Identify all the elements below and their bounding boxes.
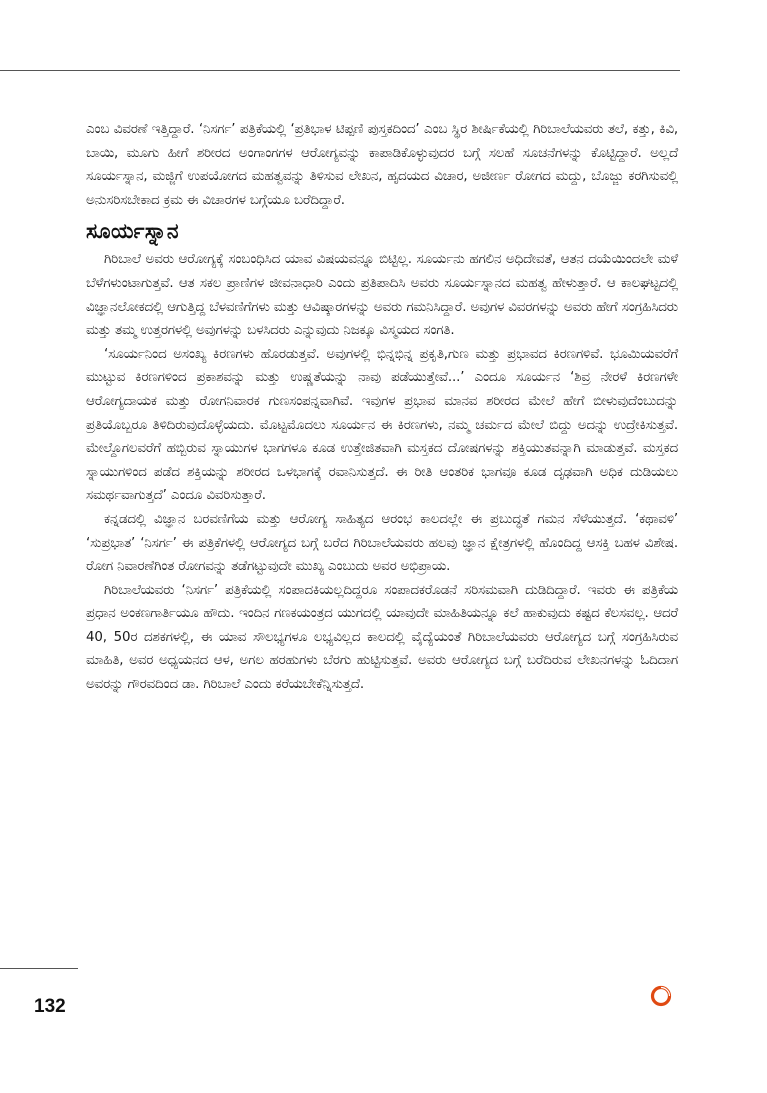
paragraph-2: ‘ಸೂರ್ಯನಿಂದ ಅಸಂಖ್ಯ ಕಿರಣಗಳು ಹೊರಡುತ್ತವೆ. ಅವುಗಳಲ್ಲಿ ಭಿನ್ನಭಿನ್ನ ಪ್ರಕೃತಿ,ಗುಣ ಮತ್ತು ಪ್ರಭಾವದ ಕಿರಣಗಳಿವೆ. ಭೂಮಿಯವರೆಗೆ ಮುಟ್ಟುವ ಕಿರಣಗಳಿಂದ ಪ್ರಕಾಶವನ್ನು ಮತ್ತು ಉಷ್ಣತೆಯನ್ನು ನಾವು ಪಡೆಯುತ್ತೇವೆ...’ ಎಂದೂ ಸೂರ್ಯನ ‘ಶಿವ್ರ ನೇರಳೆ ಕಿರಣಗಳೇ ಆರೋಗ್ಯದಾಯಕ ಮತ್ತು ರೋಗನಿವಾರಕ ಗುಣಸಂಪನ್ನವಾಗಿವೆ. ಇವುಗಳ ಪ್ರಭಾವ ಮಾನವ ಶರೀರದ ಮೇಲೆ ಹೇಗೆ ಬೀಳುವುದೆಂಬುದನ್ನು ಪ್ರತಿಯೊಬ್ಬರೂ ತಿಳಿದಿರುವುದೊಳ್ಳೆಯದು. ಮೊಟ್ಟಮೊದಲು ಸೂರ್ಯನ ಈ ಕಿರಣಗಳು, ನಮ್ಮ ಚರ್ಮದ ಮೇಲೆ ಬಿದ್ದು ಅದನ್ನು ಉದ್ರೇಕಿಸುತ್ತವೆ. ಮೇಲ್ದೊಗಲವರೆಗೆ ಹಬ್ಬಿರುವ ಸ್ನಾಯುಗಳ ಭಾಗಗಳೂ ಕೂಡ ಉತ್ತೇಜಿತವಾಗಿ ಮಸ್ತಕದ ದೋಷಗಳನ್ನು ಶಕ್ತಿಯುತವನ್ನಾಗಿ ಮಾಡುತ್ತವೆ. ಮಸ್ತಕದ ಸ್ನಾಯುಗಳಿಂದ ಪಡೆದ ಶಕ್ತಿಯನ್ನು ಶರೀರದ ಒಳಭಾಗಕ್ಕೆ ರವಾನಿಸುತ್ತದೆ. ಈ ರೀತಿ ಆಂತರಿಕ ಭಾಗವೂ ಕೂಡ ದೃಢವಾಗಿ ಅಧಿಕ ದುಡಿಯಲು ಸಮರ್ಥವಾಗುತ್ತದೆ’ ಎಂದೂ ವಿವರಿಸುತ್ತಾರೆ.	[86, 346, 678, 504]
section-heading: ಸೂರ್ಯಸ್ನಾನ	[86, 219, 179, 244]
ring-ornament-icon	[650, 985, 672, 1007]
page-number: 132	[34, 996, 66, 1017]
paragraph-1: ಗಿರಿಬಾಲೆ ಅವರು ಆರೋಗ್ಯಕ್ಕೆ ಸಂಬಂಧಿಸಿದ ಯಾವ ವಿಷಯವನ್ನೂ ಬಿಟ್ಟಿಲ್ಲ. ಸೂರ್ಯನು ಹಗಲಿನ ಅಧಿದೇವತೆ, ಆತನ ದಯೆಯಿಂದಲೇ ಮಳೆ ಬೆಳೆಗಳುಂಟಾಗುತ್ತವೆ. ಆತ ಸಕಲ ಪ್ರಾಣಿಗಳ ಜೀವನಾಧಾರಿ ಎಂದು ಪ್ರತಿಪಾದಿಸಿ ಅವರು ಸೂರ್ಯಸ್ನಾನದ ಮಹತ್ವ ಹೇಳುತ್ತಾರೆ. ಆ ಕಾಲಘಟ್ಟದಲ್ಲಿ ವಿಜ್ಞಾನಲೋಕದಲ್ಲಿ ಆಗುತ್ತಿದ್ದ ಬೆಳವಣಿಗೆಗಳು ಮತ್ತು ಆವಿಷ್ಕಾರಗಳನ್ನು ಅವರು ಗಮನಿಸಿದ್ದಾರೆ. ಅವುಗಳ ವಿವರಗಳನ್ನು ಅವರು ಹೇಗೆ ಸಂಗ್ರಹಿಸಿದರು ಮತ್ತು ತಮ್ಮ ಉತ್ತರಗಳಲ್ಲಿ ಅವುಗಳನ್ನು ಬಳಸಿದರು ಎನ್ನುವುದು ನಿಜಕ್ಕೂ ವಿಸ್ಮಯದ ಸಂಗತಿ.	[86, 252, 678, 339]
intro-paragraph: ಎಂಬ ವಿವರಣೆ ಇತ್ತಿದ್ದಾರೆ. ‘ನಿಸರ್ಗ’ ಪತ್ರಿಕೆಯಲ್ಲಿ ‘ಪ್ರತಿಭಾಳ ಟಿಪ್ಪಣಿ ಪುಸ್ತಕದಿಂದ’ ಎಂಬ ಸ್ಥಿರ ಶೀರ್ಷಿಕೆಯಲ್ಲಿ ಗಿರಿಬಾಲೆಯವರು ತಲೆ, ಕತ್ತು, ಕಿವಿ, ಬಾಯಿ, ಮೂಗು ಹೀಗೆ ಶರೀರದ ಅಂಗಾಂಗಗಳ ಆರೋಗ್ಯವನ್ನು ಕಾಪಾಡಿಕೊಳ್ಳುವುದರ ಬಗ್ಗೆ ಸಲಹೆ ಸೂಚನೆಗಳನ್ನು ಕೊಟ್ಟಿದ್ದಾರೆ. ಅಲ್ಲದೆ ಸೂರ್ಯಸ್ನಾನ, ಮಜ್ಜಿಗೆ ಉಪಯೋಗದ ಮಹತ್ವವನ್ನು ತಿಳಿಸುವ ಲೇಖನ, ಹೃದಯದ ವಿಚಾರ, ಅಜೀರ್ಣ ರೋಗದ ಮದ್ದು, ಬೊಜ್ಜು ಕರಗಿಸುವಲ್ಲಿ ಅನುಸರಿಸಬೇಕಾದ ಕ್ರಮ ಈ ವಿಚಾರಗಳ ಬಗ್ಗೆಯೂ ಬರೆದಿದ್ದಾರೆ.	[86, 122, 678, 208]
paragraph-4: ಗಿರಿಬಾಲೆಯವರು ‘ನಿಸರ್ಗ’ ಪತ್ರಿಕೆಯಲ್ಲಿ ಸಂಪಾದಕಿಯಲ್ಲದಿದ್ದರೂ ಸಂಪಾದಕರೊಡನೆ ಸರಿಸಮವಾಗಿ ದುಡಿದಿದ್ದಾರೆ. ಇವರು ಈ ಪತ್ರಿಕೆಯ ಪ್ರಧಾನ ಅಂಕಣಗಾರ್ತಿಯೂ ಹೌದು. ಇಂದಿನ ಗಣಕಯಂತ್ರದ ಯುಗದಲ್ಲಿ ಯಾವುದೇ ಮಾಹಿತಿಯನ್ನೂ ಕಲೆ ಹಾಕುವುದು ಕಷ್ಟದ ಕೆಲಸವಲ್ಲ. ಆದರೆ 40, 50ರ ದಶಕಗಳಲ್ಲಿ, ಈ ಯಾವ ಸೌಲಭ್ಯಗಳೂ ಲಭ್ಯವಿಲ್ಲದ ಕಾಲದಲ್ಲಿ ವೈದ್ಯೆಯಂತೆ ಗಿರಿಬಾಲೆಯವರು ಆರೋಗ್ಯದ ಬಗ್ಗೆ ಸಂಗ್ರಹಿಸಿರುವ ಮಾಹಿತಿ, ಅವರ ಅಧ್ಯಯನದ ಆಳ, ಅಗಲ ಹರಹುಗಳು ಬೆರಗು ಹುಟ್ಟಿಸುತ್ತವೆ. ಅವರು ಆರೋಗ್ಯದ ಬಗ್ಗೆ ಬರೆದಿರುವ ಲೇಖನಗಳನ್ನು ಓದಿದಾಗ ಅವರನ್ನು ಗೌರವದಿಂದ ಡಾ. ಗಿರಿಬಾಲೆ ಎಂದು ಕರೆಯಬೇಕೆನ್ನಿಸುತ್ತದೆ.	[86, 582, 678, 693]
article-body	[86, 118, 678, 697]
footer-rule	[0, 968, 78, 969]
paragraph-3: ಕನ್ನಡದಲ್ಲಿ ವಿಜ್ಞಾನ ಬರವಣಿಗೆಯ ಮತ್ತು ಆರೋಗ್ಯ ಸಾಹಿತ್ಯದ ಆರಂಭ ಕಾಲದಲ್ಲೇ ಈ ಪ್ರಬುದ್ಧತೆ ಗಮನ ಸೆಳೆಯುತ್ತದೆ. ‘ಕಥಾವಳಿ’ ‘ಸುಪ್ರಭಾತ’ ‘ನಿಸರ್ಗ’ ಈ ಪತ್ರಿಕೆಗಳಲ್ಲಿ ಆರೋಗ್ಯದ ಬಗ್ಗೆ ಬರೆದ ಗಿರಿಬಾಲೆಯವರು ಹಲವು ಜ್ಞಾನ ಕ್ಷೇತ್ರಗಳಲ್ಲಿ ಹೊಂದಿದ್ದ ಆಸಕ್ತಿ ಬಹಳ ವಿಶೇಷ. ರೋಗ ನಿವಾರಣೆಗಿಂತ ರೋಗವನ್ನು ತಡೆಗಟ್ಟುವುದೇ ಮುಖ್ಯ ಎಂಬುದು ಅವರ ಅಭಿಪ್ರಾಯ.	[86, 511, 678, 575]
header-rule	[0, 70, 680, 71]
